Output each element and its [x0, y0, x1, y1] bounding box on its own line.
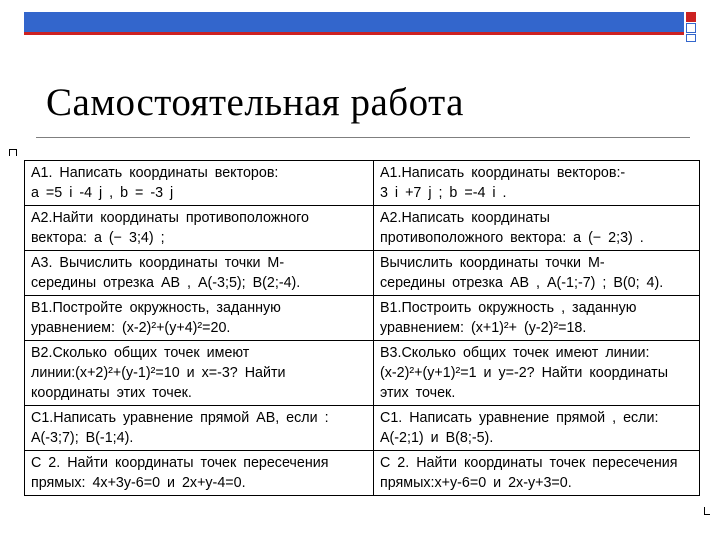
task-cell-variant-1 [25, 451, 374, 496]
task-text: С 2. Найти координаты точек пересечения [31, 455, 329, 471]
task-text: прямых:x+y-6=0 и 2x-y+3=0. [380, 475, 572, 491]
task-text: середины отрезка АВ , А(-1;-7) ; В(0; 4). [380, 275, 664, 291]
task-text: линии:(x+2)²+(y-1)²=10 и x=-3? Найти [31, 365, 286, 381]
task-text: противоположного вектора: a (− 2;3) . [380, 230, 644, 246]
task-cell-variant-2 [374, 341, 700, 406]
task-cell-variant-2 [374, 206, 700, 251]
task-text: уравнением: (x-2)²+(y+4)²=20. [31, 320, 231, 336]
task-text: середины отрезка АВ , А(-3;5); В(2;-4). [31, 275, 301, 291]
task-cell-variant-1 [25, 406, 374, 451]
task-cell-variant-2 [374, 451, 700, 496]
task-text: В2.Сколько общих точек имеют [31, 345, 250, 361]
table-row [25, 451, 700, 496]
table-row [25, 206, 700, 251]
task-text: А(-3;7); В(-1;4). [31, 430, 134, 446]
task-text: А2.Написать координаты [380, 210, 550, 226]
task-text: a =5 i -4 j , b = -3 j [31, 185, 174, 201]
task-text: вектора: a (− 3;4) ; [31, 230, 165, 246]
task-cell-variant-2 [374, 406, 700, 451]
task-text: С1.Написать уравнение прямой АВ, если : [31, 410, 329, 426]
task-text: (x-2)²+(y+1)²=1 и y=-2? Найти координаты [380, 365, 668, 381]
task-text: В3.Сколько общих точек имеют линии: [380, 345, 650, 361]
table-row [25, 406, 700, 451]
task-text: С1. Написать уравнение прямой , если: [380, 410, 659, 426]
table-row [25, 296, 700, 341]
task-text: В1.Построить окружность , заданную [380, 300, 637, 316]
task-cell-variant-1 [25, 341, 374, 406]
task-text: 3 i +7 j ; b =-4 i . [380, 185, 507, 201]
task-text: А3. Вычислить координаты точки М- [31, 255, 285, 271]
task-text: В1.Постройте окружность, заданную [31, 300, 281, 316]
task-cell-variant-2 [374, 296, 700, 341]
task-text: Вычислить координаты точки М- [380, 255, 605, 271]
red-square-icon [686, 12, 696, 22]
task-text: С 2. Найти координаты точек пересечения [380, 455, 678, 471]
corner-mark-icon [704, 507, 710, 515]
tasks-table [24, 160, 700, 496]
task-cell-variant-1 [25, 296, 374, 341]
red-stripe [24, 32, 684, 35]
task-cell-variant-2 [374, 251, 700, 296]
task-cell-variant-1 [25, 206, 374, 251]
task-text: уравнением: (x+1)²+ (y-2)²=18. [380, 320, 587, 336]
task-text: А2.Найти координаты противоположного [31, 210, 310, 226]
blue-band [24, 12, 684, 32]
outline-square-icon [686, 23, 696, 33]
top-decorative-band [24, 12, 696, 35]
table-row [25, 251, 700, 296]
task-text: координаты этих точек. [31, 385, 192, 401]
task-cell-variant-2 [374, 161, 700, 206]
task-text: этих точек. [380, 385, 456, 401]
title-divider [36, 137, 690, 138]
outline-square-icon [686, 34, 696, 42]
table-row [25, 341, 700, 406]
corner-mark-icon [9, 149, 17, 156]
task-cell-variant-1 [25, 251, 374, 296]
task-cell-variant-1 [25, 161, 374, 206]
task-text: А1. Написать координаты векторов: [31, 165, 279, 181]
task-text: А1.Написать координаты векторов:- [380, 165, 626, 181]
table-row [25, 161, 700, 206]
task-text: А(-2;1) и В(8;-5). [380, 430, 494, 446]
slide-title: Самостоятельная работа [46, 81, 464, 124]
task-text: прямых: 4x+3y-6=0 и 2x+y-4=0. [31, 475, 246, 491]
